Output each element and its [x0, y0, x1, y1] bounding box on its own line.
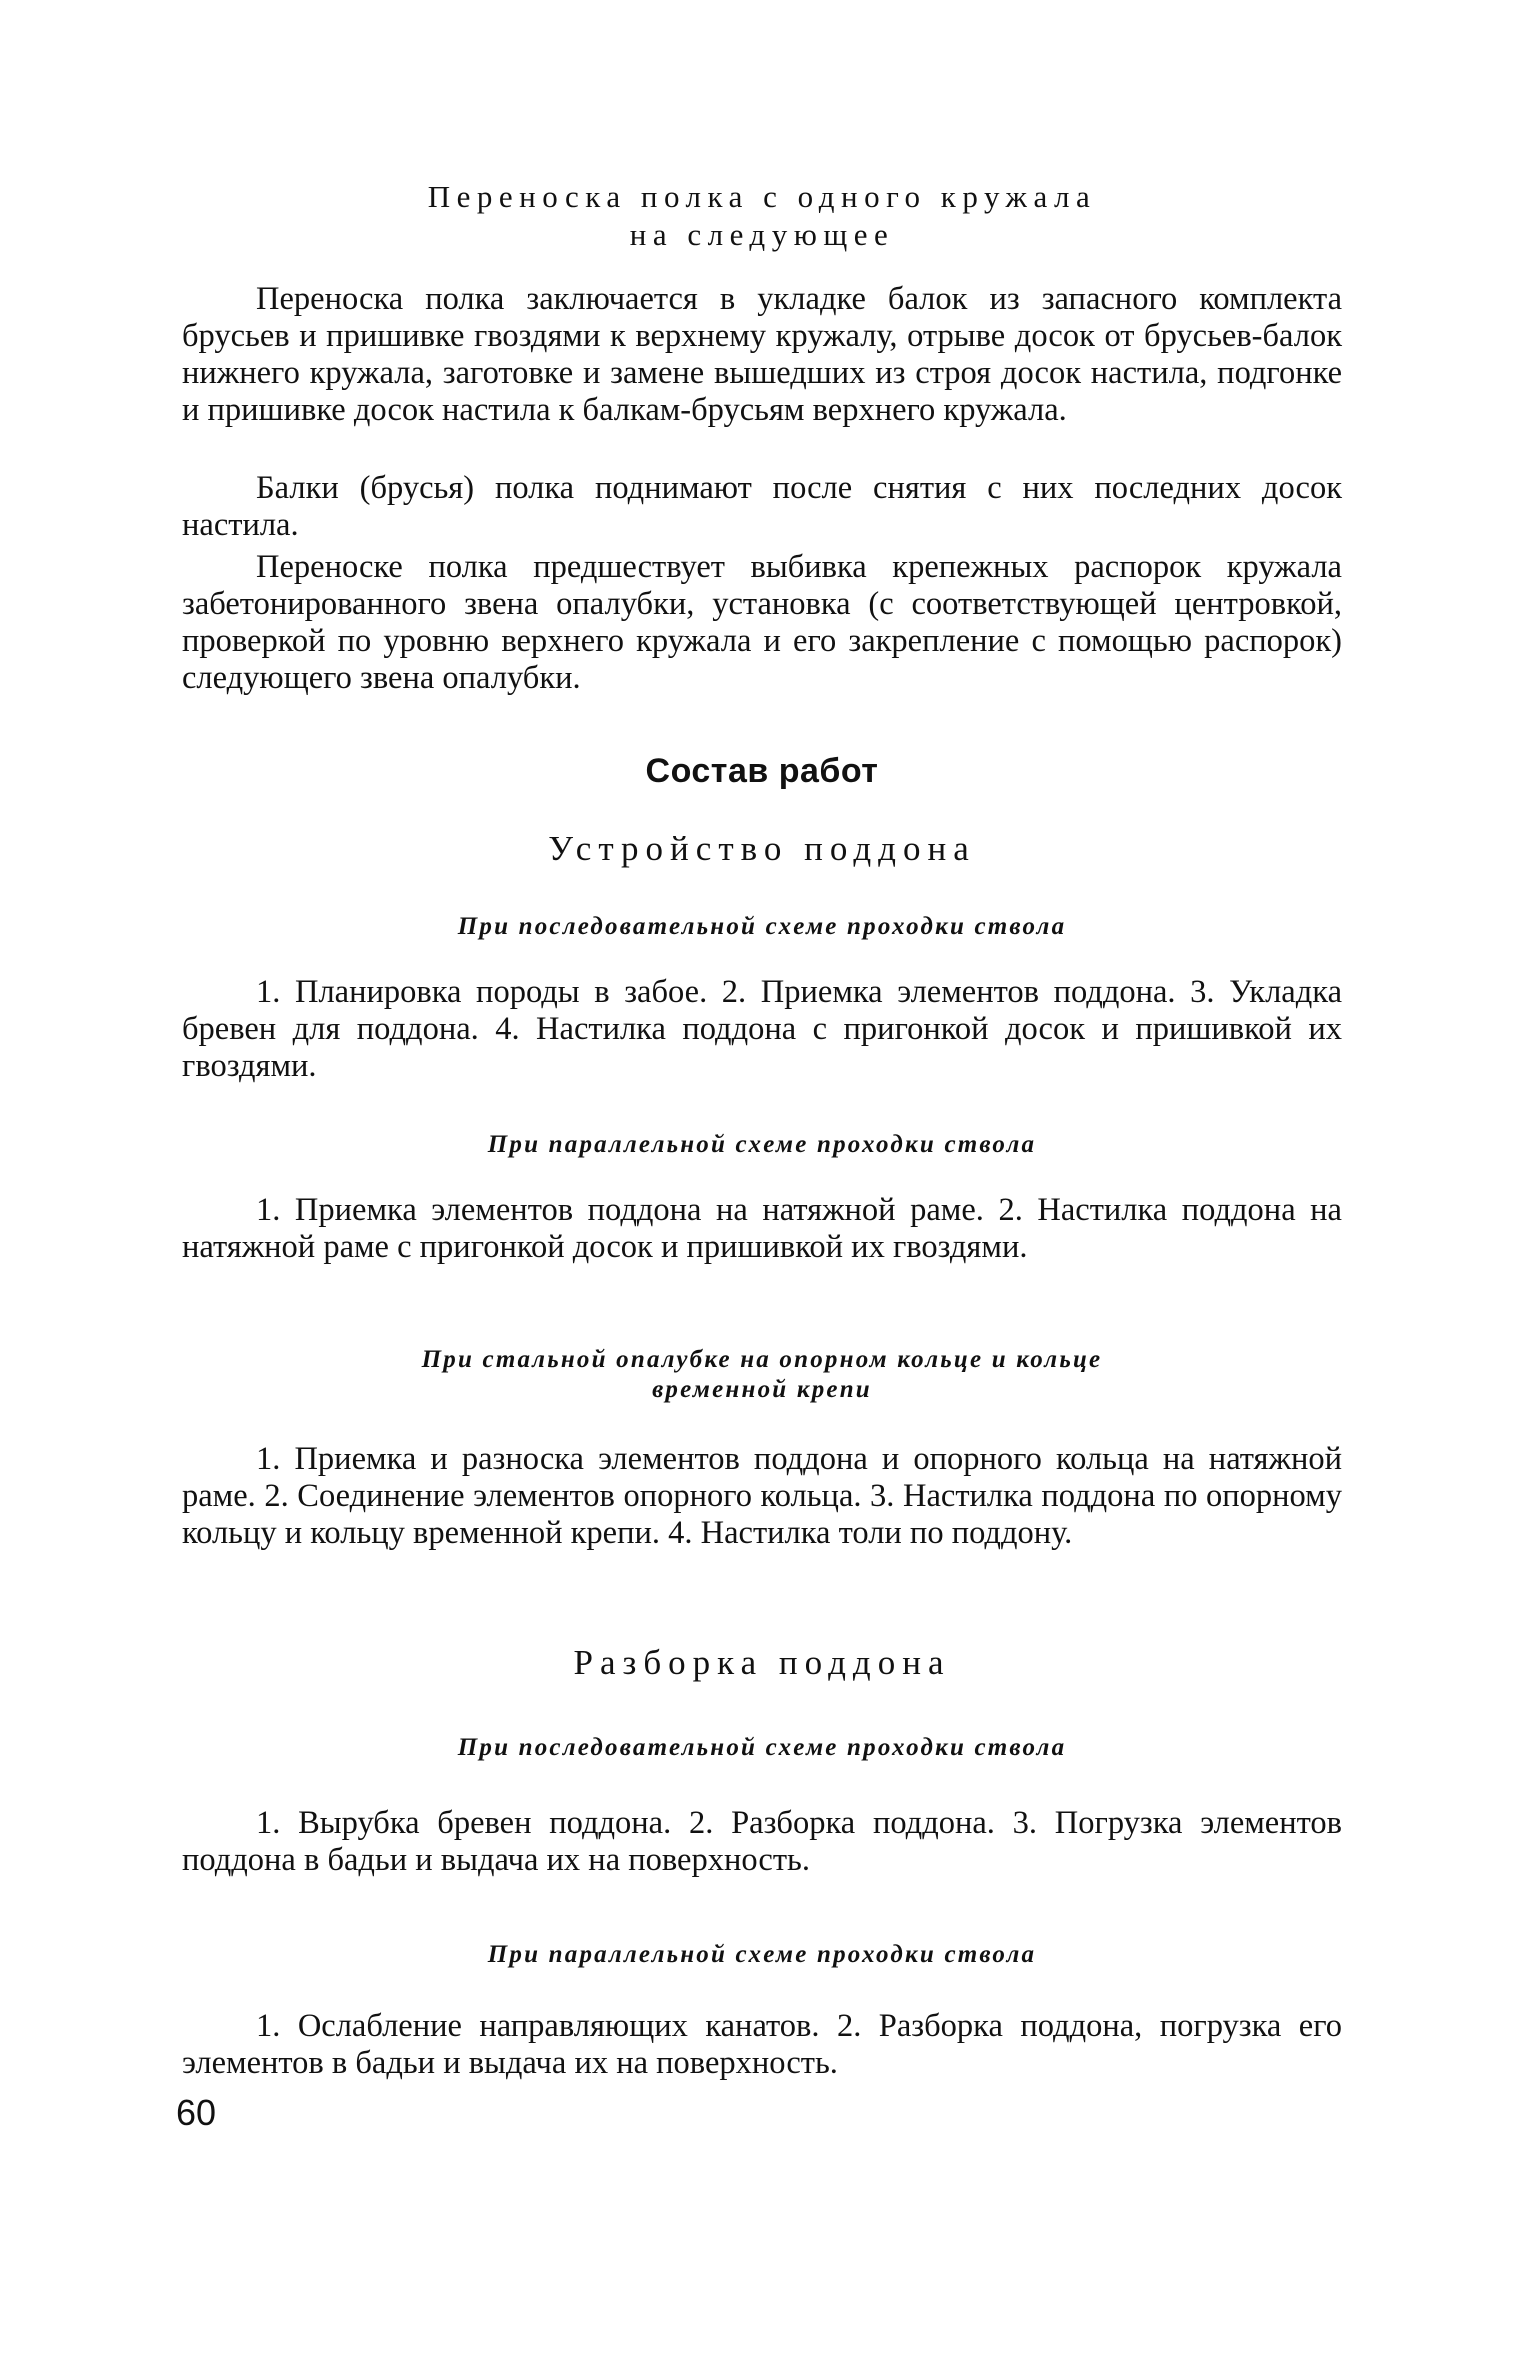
device-steel-formwork-steps: 1. Приемка и разноска элементов поддона и опорного кольца на натяжной раме. 2. Соединение элементов опорного кольца. 3. Настилка поддона по опорному кольцу и кольцу временной крепи. 4. Настилка толи по поддону.	[182, 1441, 1342, 1551]
device-parallel-steps: 1. Приемка элементов поддона на натяжной раме. 2. Настилка поддона на натяжной раме с пригонкой досок и пришивкой их гвоздями.	[182, 1192, 1342, 1265]
paragraph-beams-lifting: Балки (брусья) полка поднимают после снятия с них последних досок настила.	[182, 470, 1342, 543]
device-parallel-subtitle: При параллельной схеме проходки ствола	[487, 1131, 1037, 1158]
dismantling-sequential-subtitle: При последовательной схеме проходки ствола	[457, 1734, 1067, 1761]
device-sequential-steps: 1. Планировка породы в забое. 2. Приемка элементов поддона. 3. Укладка бревен для поддона. 4. Настилка поддона с пригонкой досок и пришивкой их гвоздями.	[182, 974, 1342, 1084]
paragraph-shelf-transfer-description: Переноска полка заключается в укладке балок из запасного комплекта брусьев и пришивке гвоздями к верхнему кружалу, отрыве досок от брусьев-балок нижнего кружала, заготовке и замене вышедших из строя досок настила, подгонке и пришивке досок настила к балкам-брусьям верхнего кружала.	[182, 281, 1342, 428]
page-number: 60	[176, 2092, 217, 2133]
device-sequential-subtitle: При последовательной схеме проходки ствола	[457, 913, 1067, 940]
composition-of-works-heading: Состав работ	[645, 752, 879, 790]
dismantling-sequential-steps: 1. Вырубка бревен поддона. 2. Разборка поддона. 3. Погрузка элементов поддона в бадьи и выдача их на поверхность.	[182, 1805, 1342, 1878]
device-section-title: Устройство поддона	[548, 829, 976, 868]
dismantling-parallel-steps: 1. Ослабление направляющих канатов. 2. Разборка поддона, погрузка его элементов в бадьи и выдача их на поверхность.	[182, 2008, 1342, 2081]
section-title-shelf-transfer: Переноска полка с одного кружала на следующее	[427, 179, 1097, 252]
device-steel-formwork-subtitle: При стальной опалубке на опорном кольце и кольце временной крепи	[421, 1346, 1103, 1403]
dismantling-parallel-subtitle: При параллельной схеме проходки ствола	[487, 1941, 1037, 1968]
dismantling-section-title: Разборка поддона	[573, 1643, 951, 1682]
paragraph-preceding-operations: Переноске полка предшествует выбивка крепежных распорок кружала забетонированного звена опалубки, установка (с соответствующей центровкой, проверкой по уровню верхнего кружала и его закрепление с помощью распорок) следующего звена опалубки.	[182, 549, 1342, 696]
